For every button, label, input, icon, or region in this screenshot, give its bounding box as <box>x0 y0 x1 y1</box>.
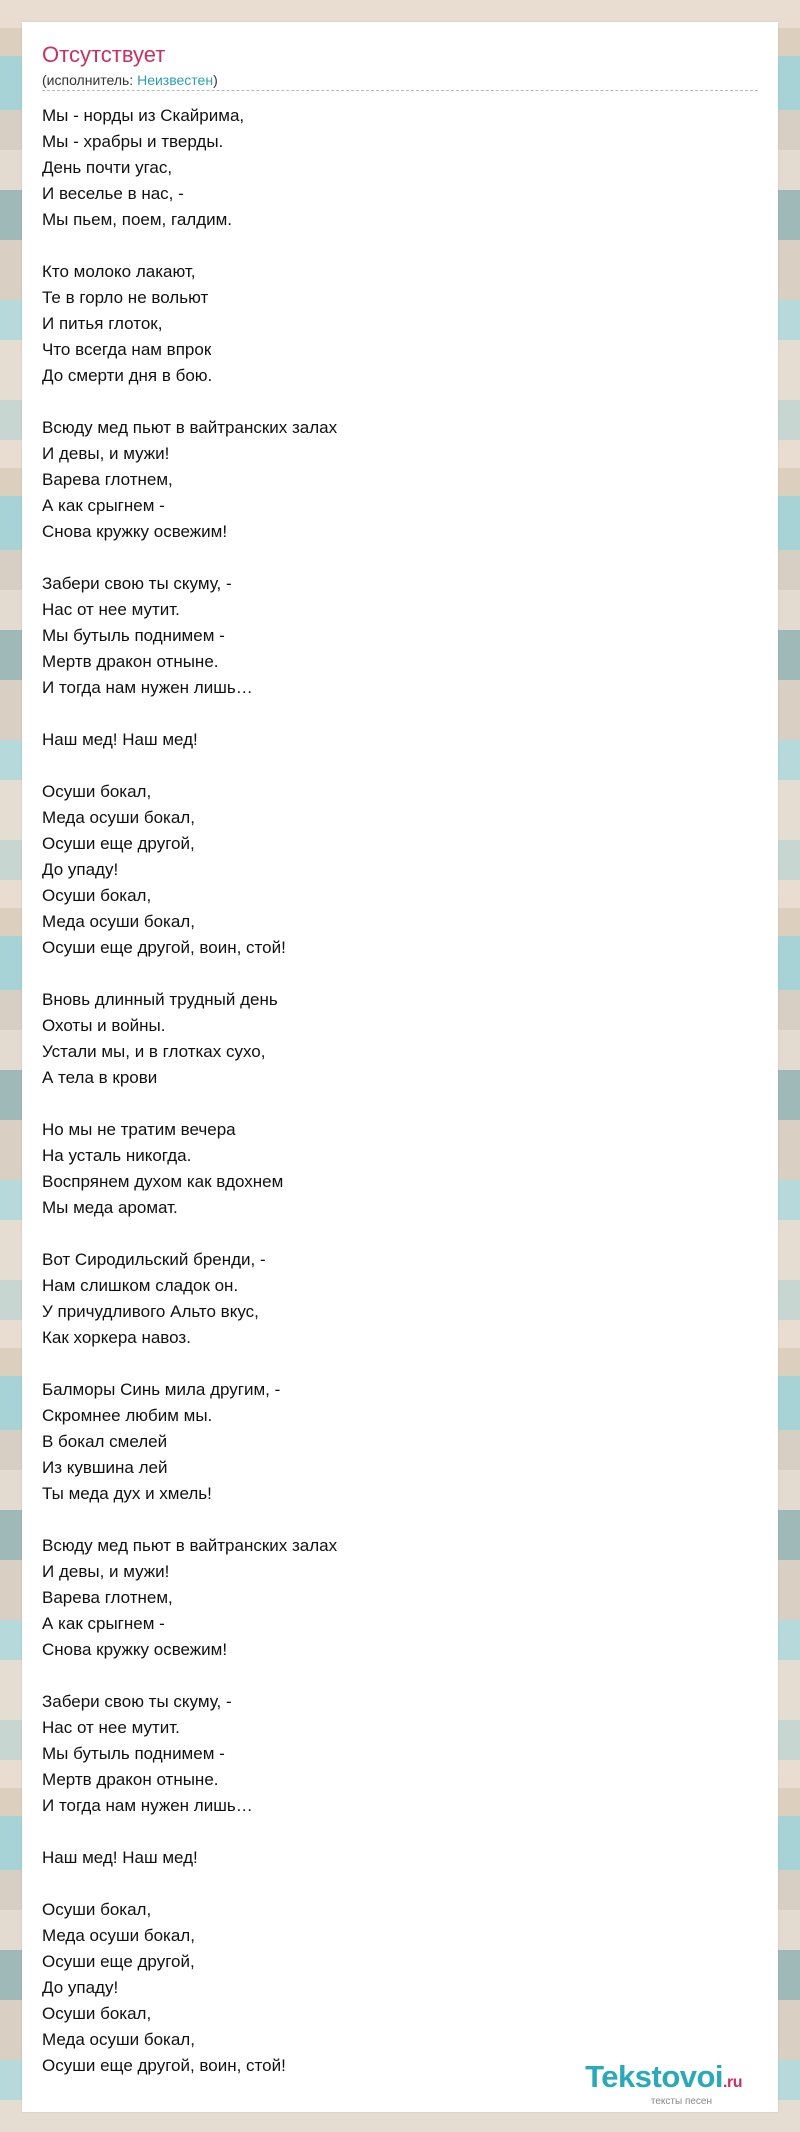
lyric-line: Те в горло не вольют <box>42 288 209 307</box>
lyric-line: Мертв дракон отныне. <box>42 1770 219 1789</box>
lyric-line: И тогда нам нужен лишь… <box>42 678 253 697</box>
song-title: Отсутствует <box>42 42 166 67</box>
lyric-line: Скромнее любим мы. <box>42 1406 213 1425</box>
artist-suffix: ) <box>213 72 218 88</box>
stanza <box>42 1689 758 1819</box>
artist-line <box>42 71 758 91</box>
lyric-line: Нас от нее мутит. <box>42 600 180 619</box>
lyric-line: А тела в крови <box>42 1068 158 1087</box>
artist-link[interactable]: Неизвестен <box>137 72 214 88</box>
stanza <box>42 1247 758 1351</box>
lyric-line: Нас от нее мутит. <box>42 1718 180 1737</box>
lyric-line: День почти угас, <box>42 158 173 177</box>
stanza <box>42 1117 758 1221</box>
stanza <box>42 1845 758 1871</box>
logo-domain: .ru <box>723 2074 742 2091</box>
stanza <box>42 259 758 389</box>
lyric-line: Меда осуши бокал, <box>42 912 195 931</box>
lyric-line: Всюду мед пьют в вайтранских залах <box>42 418 338 437</box>
lyric-line: Мы - храбры и тверды. <box>42 132 224 151</box>
lyrics-card <box>22 22 778 2112</box>
lyric-line: Ты меда дух и хмель! <box>42 1484 212 1503</box>
lyric-line: Мы - норды из Скайрима, <box>42 106 245 125</box>
lyric-line: Вновь длинный трудный день <box>42 990 278 1009</box>
lyric-line: Наш мед! Наш мед! <box>42 1848 198 1867</box>
stanza <box>42 727 758 753</box>
lyric-line: Варева глотнем, <box>42 470 173 489</box>
lyric-line: Из кувшина лей <box>42 1458 168 1477</box>
stanza <box>42 1897 758 2079</box>
lyric-line: И девы, и мужи! <box>42 1562 170 1581</box>
lyric-line: Меда осуши бокал, <box>42 2030 195 2049</box>
lyric-line: Нам слишком сладок он. <box>42 1276 239 1295</box>
lyric-line: Осуши бокал, <box>42 782 152 801</box>
lyric-line: Осуши еще другой, <box>42 834 195 853</box>
logo-tagline: тексты песен <box>650 2096 712 2107</box>
lyric-line: И девы, и мужи! <box>42 444 170 463</box>
lyric-line: Мы меда аромат. <box>42 1198 178 1217</box>
lyric-line: Забери свою ты скуму, - <box>42 574 232 593</box>
lyric-line: До упаду! <box>42 860 119 879</box>
lyric-line: До упаду! <box>42 1978 119 1997</box>
lyric-line: Но мы не тратим вечера <box>42 1120 236 1139</box>
lyric-line: И веселье в нас, - <box>42 184 184 203</box>
lyric-line: Охоты и войны. <box>42 1016 166 1035</box>
stanza <box>42 571 758 701</box>
stanza <box>42 1533 758 1663</box>
lyric-line: Осуши еще другой, воин, стой! <box>42 938 286 957</box>
lyric-line: В бокал смелей <box>42 1432 168 1451</box>
logo-wordmark <box>585 2061 742 2099</box>
lyric-line: До смерти дня в бою. <box>42 366 213 385</box>
stanza <box>42 1377 758 1507</box>
lyric-line: Меда осуши бокал, <box>42 808 195 827</box>
lyrics-body <box>42 103 758 2079</box>
lyric-line: Осуши бокал, <box>42 2004 152 2023</box>
lyric-line: Вот Сиродильский бренди, - <box>42 1250 266 1269</box>
lyric-line: И питья глоток, <box>42 314 163 333</box>
artist-prefix: (исполнитель: <box>42 72 138 88</box>
lyric-line: Осуши бокал, <box>42 1900 152 1919</box>
lyric-line: Наш мед! Наш мед! <box>42 730 198 749</box>
logo-text: Tekstovoi <box>585 2059 724 2094</box>
stanza <box>42 415 758 545</box>
lyric-line: У причудливого Альто вкус, <box>42 1302 259 1321</box>
stanza <box>42 987 758 1091</box>
stanza <box>42 103 758 233</box>
lyric-line: Балморы Синь мила другим, - <box>42 1380 281 1399</box>
lyric-line: Воспрянем духом как вдохнем <box>42 1172 284 1191</box>
lyric-line: Осуши бокал, <box>42 886 152 905</box>
lyric-line: Осуши еще другой, <box>42 1952 195 1971</box>
lyric-line: Устали мы, и в глотках сухо, <box>42 1042 266 1061</box>
lyric-line: Всюду мед пьют в вайтранских залах <box>42 1536 338 1555</box>
lyric-line: Осуши еще другой, воин, стой! <box>42 2056 286 2075</box>
lyric-line: А как срыгнем - <box>42 496 165 515</box>
lyric-line: Снова кружку освежим! <box>42 1640 228 1659</box>
lyric-line: И тогда нам нужен лишь… <box>42 1796 253 1815</box>
lyric-line: На усталь никогда. <box>42 1146 192 1165</box>
lyric-line: Снова кружку освежим! <box>42 522 228 541</box>
lyric-line: Варева глотнем, <box>42 1588 173 1607</box>
site-logo[interactable] <box>585 2061 742 2108</box>
lyric-line: А как срыгнем - <box>42 1614 165 1633</box>
lyric-line: Как хоркера навоз. <box>42 1328 191 1347</box>
lyric-line: Мы бутыль поднимем - <box>42 626 225 645</box>
lyric-line: Кто молоко лакают, <box>42 262 196 281</box>
lyric-line: Мертв дракон отныне. <box>42 652 219 671</box>
lyric-line: Забери свою ты скуму, - <box>42 1692 232 1711</box>
lyric-line: Что всегда нам впрок <box>42 340 212 359</box>
stanza <box>42 779 758 961</box>
lyric-line: Мы бутыль поднимем - <box>42 1744 225 1763</box>
lyric-line: Мы пьем, поем, галдим. <box>42 210 233 229</box>
lyric-line: Меда осуши бокал, <box>42 1926 195 1945</box>
